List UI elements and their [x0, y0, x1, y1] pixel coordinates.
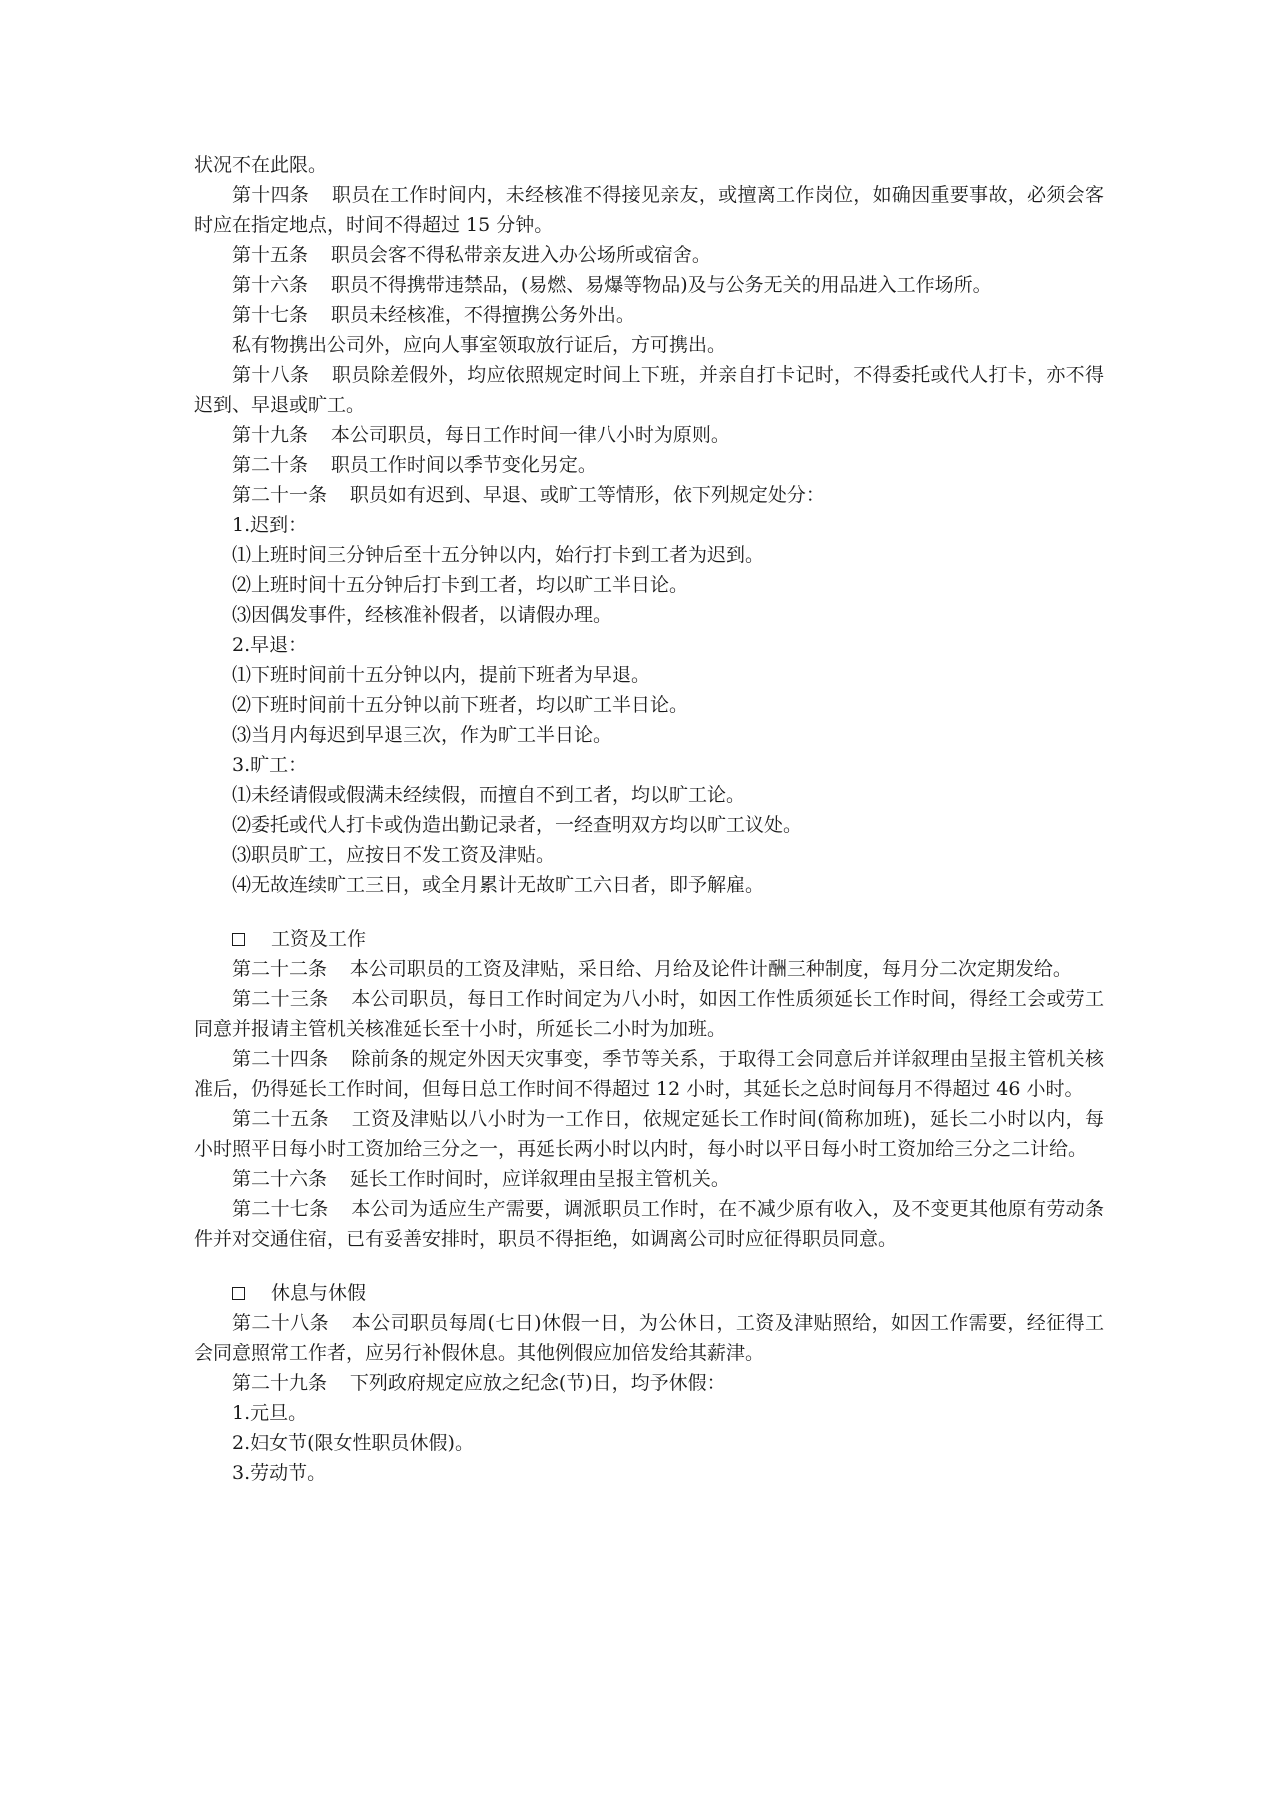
paragraph-text: 1.元旦。 [232, 1402, 308, 1424]
paragraph-text: 本公司职员的工资及津贴，采日给、月给及论件计酬三种制度，每月分二次定期发给。 [349, 958, 1072, 980]
article-label: 第二十六条 [232, 1168, 328, 1190]
article-label: 第二十四条 [232, 1048, 329, 1070]
paragraph [194, 510, 1104, 540]
section-heading [194, 924, 1104, 954]
article-label: 第二十九条 [232, 1372, 328, 1394]
paragraph-text: ⑴下班时间前十五分钟以内，提前下班者为早退。 [232, 664, 651, 686]
paragraph [194, 630, 1104, 660]
paragraph-text: ⑷无故连续旷工三日，或全月累计无故旷工六日者，即予解雇。 [232, 874, 765, 896]
paragraph-text: 本公司职员，每日工作时间定为八小时，如因工作性质须延长工作时间，得经工会或劳工同意并报请主管机关核准延长至十小时，所延长二小时为加班。 [194, 988, 1104, 1040]
paragraph [194, 570, 1104, 600]
article-paragraph [194, 300, 1104, 330]
paragraph [194, 540, 1104, 570]
paragraph [194, 1398, 1104, 1428]
paragraph-text: ⑶当月内每迟到早退三次，作为旷工半日论。 [232, 724, 613, 746]
article-label: 第二十条 [232, 454, 309, 476]
paragraph [194, 720, 1104, 750]
paragraph [194, 150, 1104, 180]
section-heading [194, 1278, 1104, 1308]
article-paragraph [194, 1368, 1104, 1398]
article-paragraph [194, 1194, 1104, 1254]
paragraph-text: 工资及津贴以八小时为一工作日，依规定延长工作时间(简称加班)，延长二小时以内，每小时照平日每小时工资加给三分之一，再延长两小时以内时，每小时以平日每小时工资加给三分之二计给。 [194, 1108, 1104, 1160]
checkbox-square-icon [232, 933, 245, 946]
paragraph [194, 690, 1104, 720]
paragraph [194, 870, 1104, 900]
paragraph [194, 780, 1104, 810]
paragraph [194, 1458, 1104, 1488]
paragraph-text: 状况不在此限。 [194, 154, 328, 176]
paragraph-text: ⑵上班时间十五分钟后打卡到工者，均以旷工半日论。 [232, 574, 689, 596]
article-label: 第二十一条 [232, 484, 328, 506]
paragraph-text: 3.劳动节。 [232, 1462, 327, 1484]
paragraph-text: ⑴未经请假或假满未经续假，而擅自不到工者，均以旷工论。 [232, 784, 746, 806]
article-label: 第二十五条 [232, 1108, 329, 1130]
paragraph-text: 延长工作时间时，应详叙理由呈报主管机关。 [349, 1168, 730, 1190]
paragraph-text: 职员工作时间以季节变化另定。 [330, 454, 597, 476]
article-label: 第十六条 [232, 274, 309, 296]
article-label: 第二十二条 [232, 958, 328, 980]
section-heading-text: 休息与休假 [271, 1282, 367, 1304]
paragraph [194, 840, 1104, 870]
paragraph [194, 330, 1104, 360]
article-label: 第二十三条 [232, 988, 329, 1010]
paragraph [194, 810, 1104, 840]
article-label: 第十九条 [232, 424, 309, 446]
paragraph-text: 职员不得携带违禁品，(易燃、易爆等物品)及与公务无关的用品进入工作场所。 [330, 274, 992, 296]
paragraph-text: 本公司职员，每日工作时间一律八小时为原则。 [330, 424, 730, 446]
article-paragraph [194, 480, 1104, 510]
checkbox-square-icon [232, 1287, 245, 1300]
paragraph-text: 私有物携出公司外，应向人事室领取放行证后，方可携出。 [232, 334, 727, 356]
article-paragraph [194, 984, 1104, 1044]
article-label: 第十七条 [232, 304, 309, 326]
paragraph-text: 职员除差假外，均应依照规定时间上下班，并亲自打卡记时，不得委托或代人打卡，亦不得迟到、早退或旷工。 [194, 364, 1104, 416]
paragraph-text: 职员未经核准，不得擅携公务外出。 [330, 304, 635, 326]
paragraph-text: ⑶因偶发事件，经核准补假者，以请假办理。 [232, 604, 613, 626]
article-label: 第十四条 [232, 184, 310, 206]
paragraph-text: ⑵下班时间前十五分钟以前下班者，均以旷工半日论。 [232, 694, 689, 716]
paragraph-text: 2.妇女节(限女性职员休假)。 [232, 1432, 474, 1454]
paragraph [194, 600, 1104, 630]
paragraph-text: 职员在工作时间内，未经核准不得接见亲友，或擅离工作岗位，如确因重要事故，必须会客时应在指定地点，时间不得超过 15 分钟。 [194, 184, 1104, 236]
article-paragraph [194, 954, 1104, 984]
article-label: 第十五条 [232, 244, 309, 266]
article-paragraph [194, 420, 1104, 450]
article-paragraph [194, 450, 1104, 480]
article-paragraph [194, 360, 1104, 420]
paragraph-text: 本公司为适应生产需要，调派职员工作时，在不减少原有收入，及不变更其他原有劳动条件并对交通住宿，已有妥善安排时，职员不得拒绝，如调离公司时应征得职员同意。 [194, 1198, 1104, 1250]
article-label: 第十八条 [232, 364, 310, 386]
article-paragraph [194, 1044, 1104, 1104]
paragraph-text: ⑴上班时间三分钟后至十五分钟以内，始行打卡到工者为迟到。 [232, 544, 765, 566]
paragraph-text: 职员会客不得私带亲友进入办公场所或宿舍。 [330, 244, 711, 266]
paragraph-text: 3.旷工： [232, 754, 308, 776]
section-heading-text: 工资及工作 [271, 928, 367, 950]
paragraph-text: 1.迟到： [232, 514, 308, 536]
article-paragraph [194, 180, 1104, 240]
document-page [194, 150, 1104, 1488]
paragraph [194, 1428, 1104, 1458]
article-paragraph [194, 270, 1104, 300]
article-paragraph [194, 1308, 1104, 1368]
article-label: 第二十七条 [232, 1198, 329, 1220]
paragraph [194, 750, 1104, 780]
paragraph-text: 2.早退： [232, 634, 308, 656]
paragraph-text: ⑵委托或代人打卡或伪造出勤记录者，一经查明双方均以旷工议处。 [232, 814, 803, 836]
paragraph-text: 本公司职员每周(七日)休假一日，为公休日，工资及津贴照给，如因工作需要，经征得工会同意照常工作者，应另行补假休息。其他例假应加倍发给其薪津。 [194, 1312, 1104, 1364]
article-label: 第二十八条 [232, 1312, 329, 1334]
paragraph-text: ⑶职员旷工，应按日不发工资及津贴。 [232, 844, 556, 866]
paragraph [194, 660, 1104, 690]
paragraph-text: 除前条的规定外因天灾事变，季节等关系，于取得工会同意后并详叙理由呈报主管机关核准后，仍得延长工作时间，但每日总工作时间不得超过 12 小时，其延长之总时间每月不得超过 46 小时。 [194, 1048, 1104, 1100]
paragraph-text: 下列政府规定应放之纪念(节)日，均予休假： [349, 1372, 726, 1394]
article-paragraph [194, 1164, 1104, 1194]
article-paragraph [194, 240, 1104, 270]
paragraph-text: 职员如有迟到、早退、或旷工等情形，依下列规定处分： [349, 484, 825, 506]
article-paragraph [194, 1104, 1104, 1164]
